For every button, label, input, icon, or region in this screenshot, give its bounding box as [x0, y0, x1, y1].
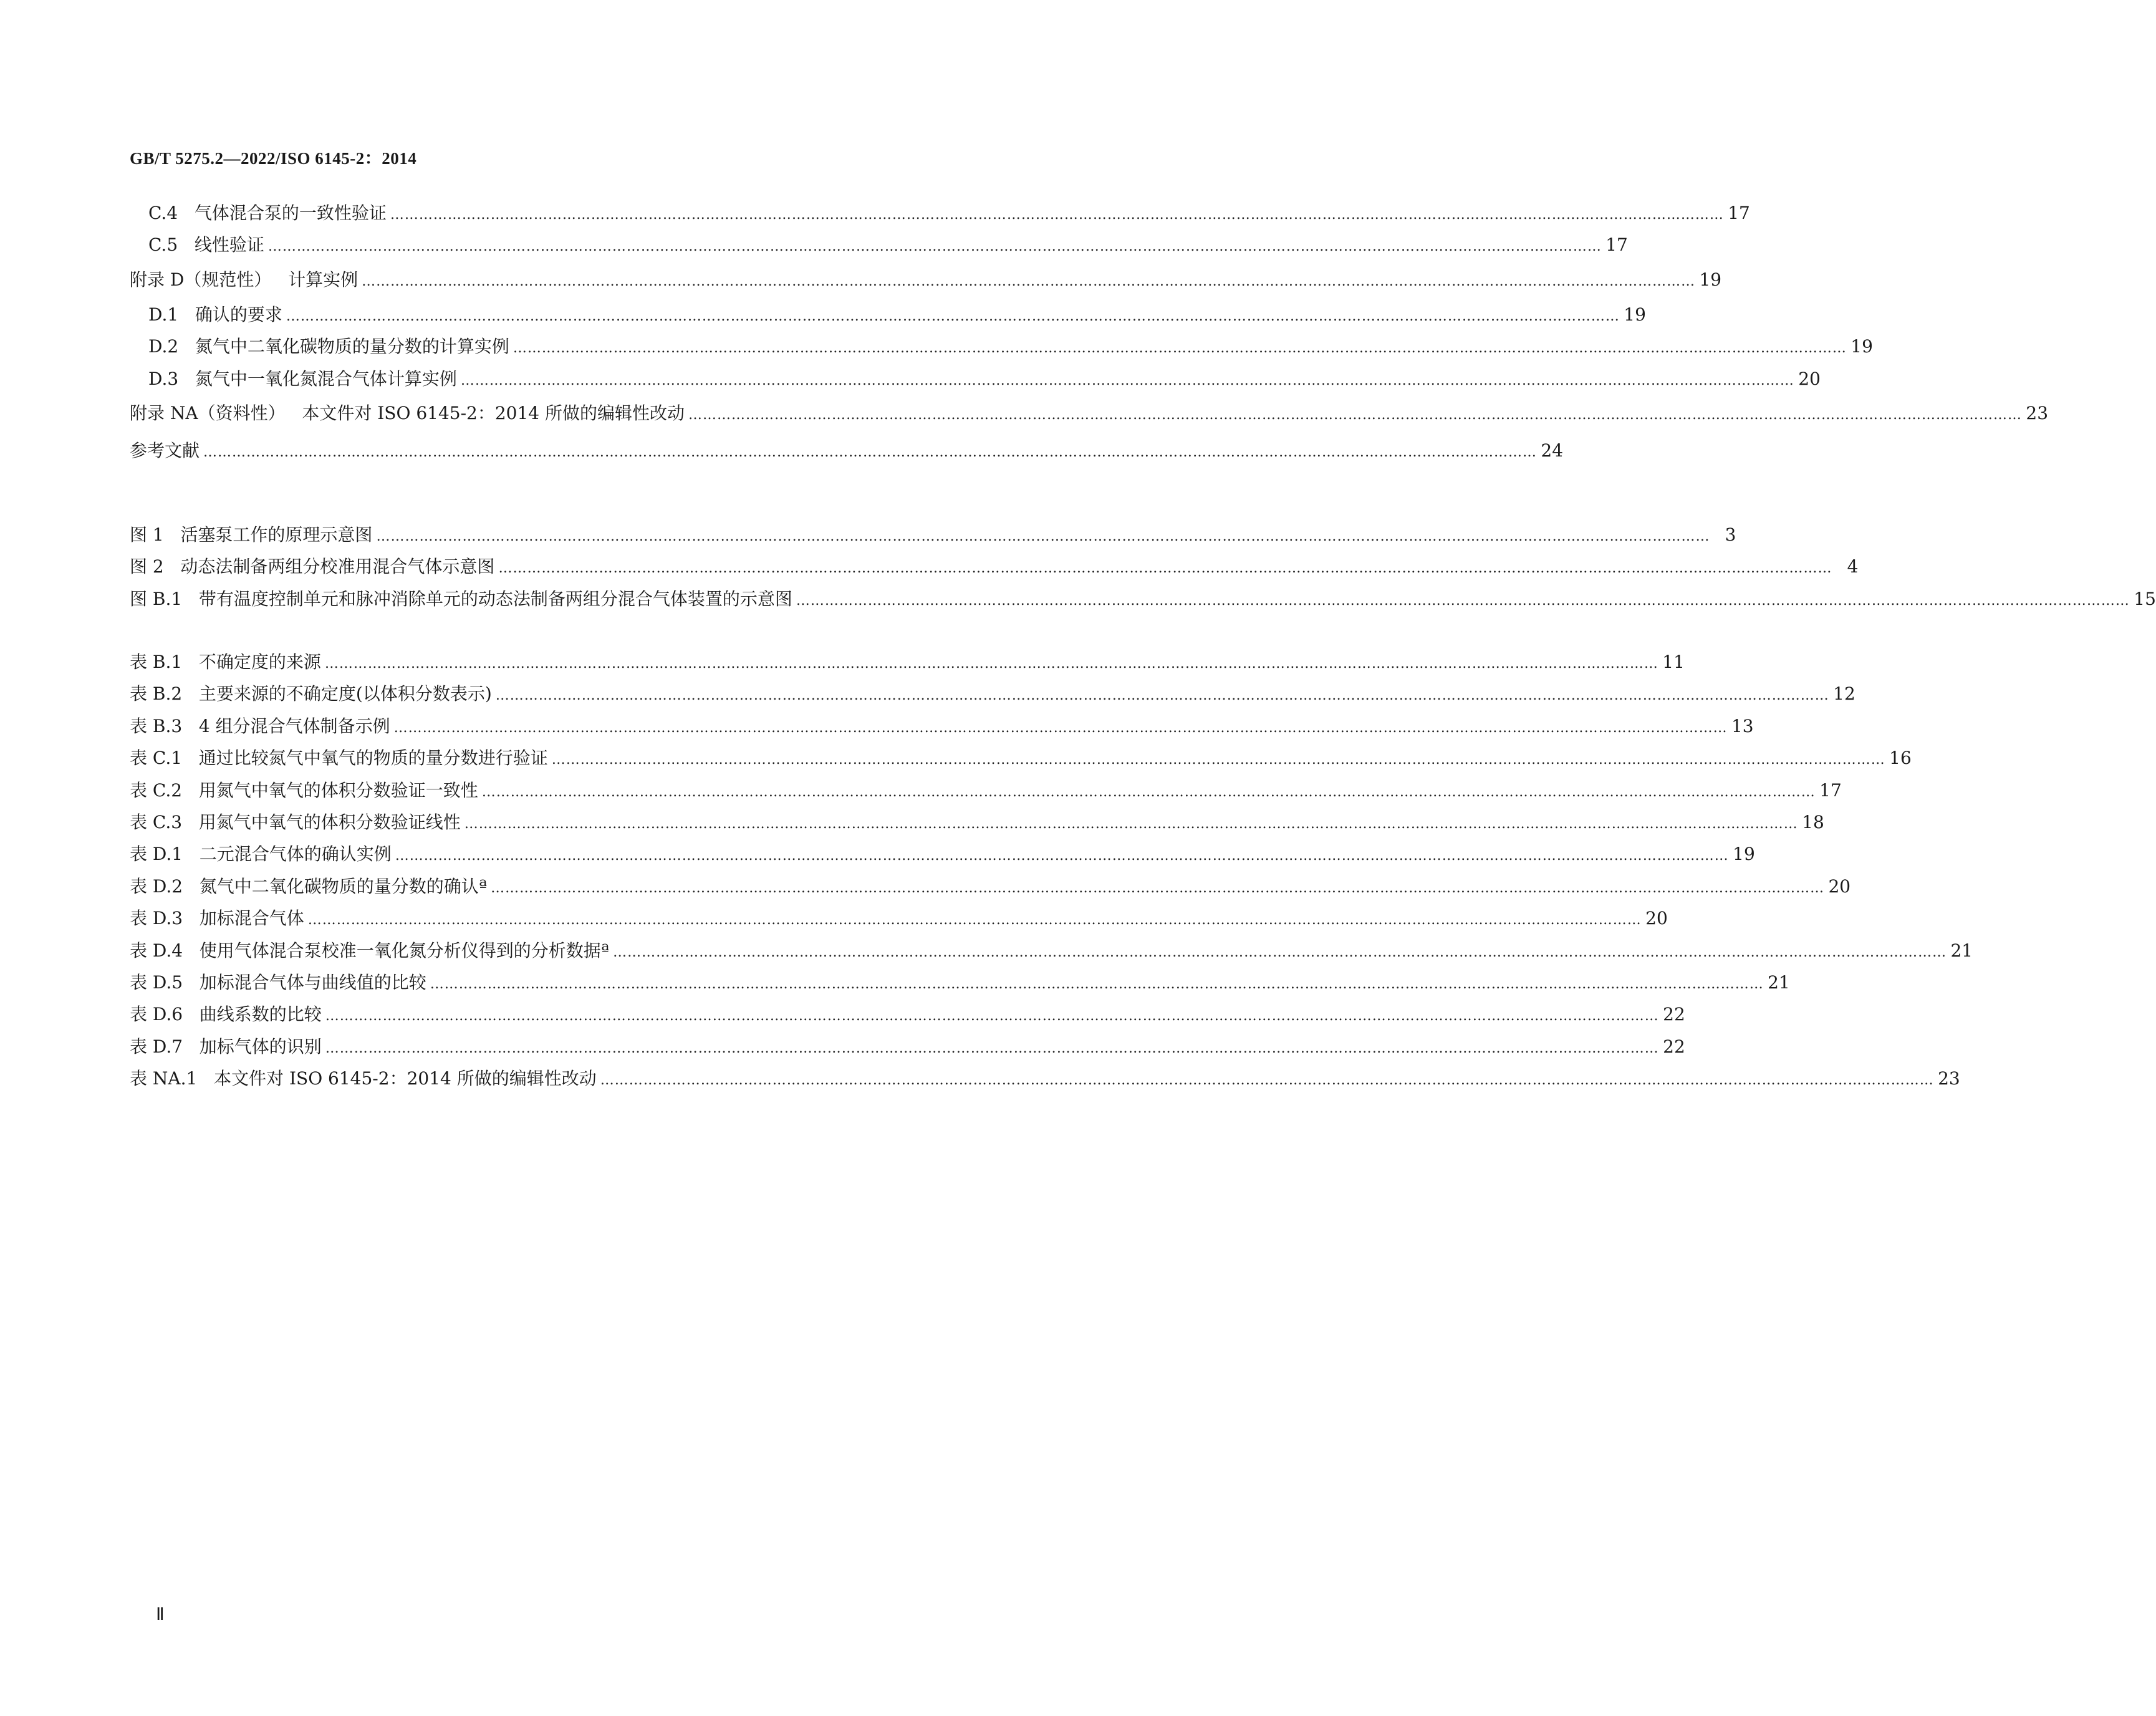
- table-entry-number: 表 D.6: [130, 1004, 183, 1025]
- table-entry[interactable]: [130, 998, 1685, 1030]
- entry-spacer: [183, 935, 200, 966]
- figure-entry-number: 图 1: [130, 524, 164, 545]
- figure-entry-title: 带有温度控制单元和脉冲消除单元的动态法制备两组分混合气体装置的示意图: [198, 588, 792, 609]
- figure-entry[interactable]: [130, 551, 1859, 582]
- dot-leader: ………………………………………………………………………………………………………………………………………………………………………………………………………………………………………………………: [796, 592, 2130, 609]
- entry-spacer: [182, 774, 199, 806]
- figure-entry-title: 活塞泵工作的原理示意图: [180, 524, 373, 545]
- entry-spacer: [271, 261, 288, 299]
- toc-entry-number: 附录 D（规范性）: [130, 269, 272, 290]
- entry-spacer: [182, 583, 199, 615]
- dot-leader: ………………………………………………………………………………………………………………………………………………………………………………………………………………………………………………………: [460, 372, 1794, 388]
- dot-leader: ………………………………………………………………………………………………………………………………………………………………………………………………………………………………………………………: [307, 912, 1642, 928]
- entry-spacer: [182, 710, 199, 742]
- dot-leader: ………………………………………………………………………………………………………………………………………………………………………………………………………………………………………………………: [495, 688, 1829, 704]
- entry-spacer: [178, 363, 195, 395]
- toc-entry-page-number: 19: [1699, 269, 1722, 290]
- table-entry-title: 不确定度的来源: [198, 652, 321, 672]
- entry-spacer: [197, 1063, 214, 1094]
- table-entry-title: 加标气体的识别: [199, 1036, 322, 1057]
- table-entry-title: 加标混合气体与曲线值的比较: [199, 971, 426, 993]
- table-entry-page-number: 18: [1802, 811, 1824, 832]
- entry-spacer: [183, 1031, 200, 1063]
- toc-entry-title: 确认的要求: [195, 304, 282, 325]
- entry-spacer: [178, 330, 195, 362]
- toc-entry[interactable]: [130, 299, 1646, 330]
- entry-spacer: [182, 742, 199, 774]
- figure-entry-number: 图 B.1: [130, 588, 183, 609]
- table-entry-page-number: 11: [1662, 652, 1685, 672]
- toc-entry[interactable]: [130, 229, 1628, 261]
- table-entry-title: 曲线系数的比较: [199, 1004, 322, 1025]
- toc-entry-number: D.1: [148, 304, 179, 325]
- table-entry-number: 表 NA.1: [130, 1068, 198, 1089]
- entry-spacer: [183, 870, 200, 902]
- table-entry-number: 表 C.3: [130, 811, 183, 832]
- toc-entry-number: 附录 NA（资料性）: [130, 402, 286, 423]
- table-entry-page-number: 20: [1645, 908, 1668, 929]
- table-entry[interactable]: [130, 646, 1685, 678]
- table-entry-title: 通过比较氮气中氧气的物质的量分数进行验证: [198, 748, 548, 769]
- entry-spacer: [178, 197, 195, 229]
- table-entry-number: 表 C.1: [130, 748, 183, 769]
- entry-spacer: [178, 299, 195, 330]
- toc-entry-page-number: 17: [1605, 234, 1628, 256]
- table-entry-number: 表 D.3: [130, 908, 183, 929]
- entry-spacer: [182, 806, 199, 838]
- dot-leader: ………………………………………………………………………………………………………………………………………………………………………………………………………………………………………………………: [613, 944, 1947, 960]
- table-entry-page-number: 21: [1768, 971, 1790, 993]
- table-entry[interactable]: [130, 902, 1668, 934]
- toc-entry[interactable]: [130, 432, 1564, 470]
- table-entry-number: 表 D.1: [130, 844, 183, 865]
- toc-entry[interactable]: [130, 197, 1750, 229]
- dot-leader: ………………………………………………………………………………………………………………………………………………………………………………………………………………………………………………………: [430, 976, 1764, 992]
- toc-section-list: [130, 197, 2049, 470]
- toc-entry[interactable]: [130, 330, 1873, 362]
- table-entry[interactable]: [130, 935, 1973, 966]
- dot-leader: ………………………………………………………………………………………………………………………………………………………………………………………………………………………………………………………: [688, 407, 2023, 423]
- table-entry-number: 表 B.1: [130, 652, 183, 672]
- table-entry-page-number: 22: [1663, 1036, 1685, 1057]
- table-entry-number: 表 D.7: [130, 1036, 183, 1057]
- table-entry-page-number: 19: [1733, 844, 1755, 865]
- entry-spacer: [183, 902, 200, 934]
- entry-spacer: [178, 229, 195, 261]
- dot-leader: ………………………………………………………………………………………………………………………………………………………………………………………………………………………………………………………: [267, 239, 1602, 255]
- figure-entry[interactable]: [130, 519, 1736, 551]
- table-entry[interactable]: [130, 870, 1851, 902]
- table-entry[interactable]: [130, 710, 1754, 742]
- figure-entry-title: 动态法制备两组分校准用混合气体示意图: [180, 556, 495, 577]
- toc-entry-title: 氮气中二氧化碳物质的量分数的计算实例: [195, 336, 509, 357]
- table-entry[interactable]: [130, 1031, 1685, 1063]
- table-entry-page-number: 16: [1889, 748, 1912, 769]
- toc-entry-title: 计算实例: [288, 269, 359, 290]
- figure-list: [130, 519, 2156, 615]
- table-entry-page-number: 21: [1950, 940, 1973, 961]
- dot-leader: ………………………………………………………………………………………………………………………………………………………………………………………………………………………………………………………: [491, 880, 1825, 896]
- entry-spacer: [183, 966, 200, 998]
- toc-entry-page-number: 19: [1850, 336, 1873, 357]
- toc-entry-page-number: 23: [2026, 402, 2049, 423]
- table-entry[interactable]: [130, 1063, 1960, 1094]
- dot-leader: ………………………………………………………………………………………………………………………………………………………………………………………………………………………………………………………: [362, 273, 1696, 289]
- dot-leader: ………………………………………………………………………………………………………………………………………………………………………………………………………………………………………………………: [395, 848, 1729, 864]
- table-entry-page-number: 17: [1819, 779, 1842, 801]
- toc-entry-number: 参考文献: [130, 440, 200, 461]
- toc-entry-number: C.4: [148, 203, 178, 223]
- table-entry[interactable]: [130, 838, 1755, 870]
- dot-leader: ………………………………………………………………………………………………………………………………………………………………………………………………………………………………………………………: [464, 816, 1798, 832]
- table-entry[interactable]: [130, 678, 1855, 710]
- figure-entry-page-number: 4: [1847, 556, 1859, 577]
- toc-entry-title: 线性验证: [194, 234, 264, 256]
- toc-entry-page-number: 19: [1624, 304, 1646, 325]
- figure-entry-page-number: 3: [1725, 524, 1736, 545]
- dot-leader: ………………………………………………………………………………………………………………………………………………………………………………………………………………………………………………………: [286, 308, 1620, 324]
- document-standard-number: GB/T 5275.2—2022/ISO 6145-2：2014: [130, 149, 417, 168]
- toc-entry-page-number: 17: [1728, 203, 1750, 223]
- figure-entry[interactable]: [130, 583, 2156, 615]
- dot-leader: ………………………………………………………………………………………………………………………………………………………………………………………………………………………………………………………: [481, 784, 1816, 800]
- toc-entry-title: 本文件对 ISO 6145-2：2014 所做的编辑性改动: [302, 402, 685, 423]
- dot-leader: ………………………………………………………………………………………………………………………………………………………………………………………………………………………………………………………: [513, 340, 1847, 357]
- table-entry-title: 本文件对 ISO 6145-2：2014 所做的编辑性改动: [214, 1068, 597, 1089]
- table-entry[interactable]: [130, 966, 1790, 998]
- table-entry-title: 氮气中二氧化碳物质的量分数的确认ª: [199, 875, 488, 897]
- toc-entry-title: 气体混合泵的一致性验证: [194, 203, 387, 223]
- toc-entry-number: D.3: [148, 368, 179, 389]
- table-entry-number: 表 D.4: [130, 940, 183, 961]
- table-entry[interactable]: [130, 774, 1842, 806]
- table-list: [130, 646, 1973, 1094]
- toc-entry-number: D.2: [148, 336, 179, 357]
- table-entry-title: 二元混合气体的确认实例: [199, 844, 392, 865]
- dot-leader: ………………………………………………………………………………………………………………………………………………………………………………………………………………………………………………………: [325, 1008, 1659, 1024]
- dot-leader: ………………………………………………………………………………………………………………………………………………………………………………………………………………………………………………………: [600, 1072, 1934, 1089]
- dot-leader: ………………………………………………………………………………………………………………………………………………………………………………………………………………………………………………………: [551, 752, 1885, 768]
- entry-spacer: [183, 838, 200, 870]
- dot-leader: ………………………………………………………………………………………………………………………………………………………………………………………………………………………………………………………: [324, 656, 1658, 672]
- table-entry-title: 4 组分混合气体制备示例: [198, 715, 390, 736]
- page-number: Ⅱ: [156, 1605, 165, 1624]
- toc-entry-number: C.5: [148, 234, 178, 256]
- toc-entry[interactable]: [130, 395, 2049, 432]
- toc-entry-page-number: 24: [1541, 440, 1564, 461]
- table-entry-page-number: 23: [1938, 1068, 1960, 1089]
- table-entry-title: 主要来源的不确定度(以体积分数表示): [198, 683, 492, 705]
- table-entry-number: 表 B.2: [130, 683, 183, 705]
- dot-leader: ………………………………………………………………………………………………………………………………………………………………………………………………………………………………………………………: [390, 207, 1724, 223]
- table-entry-page-number: 22: [1663, 1004, 1685, 1025]
- entry-spacer: [183, 998, 200, 1030]
- entry-spacer: [164, 551, 181, 582]
- table-entry-title: 用氮气中氧气的体积分数验证一致性: [198, 779, 478, 801]
- table-entry-page-number: 20: [1828, 875, 1851, 897]
- table-entry-number: 表 D.2: [130, 875, 183, 897]
- toc-entry-title: 氮气中一氧化氮混合气体计算实例: [195, 368, 457, 389]
- dot-leader: ………………………………………………………………………………………………………………………………………………………………………………………………………………………………………………………: [325, 1040, 1659, 1056]
- table-entry-title: 加标混合气体: [199, 908, 304, 929]
- entry-spacer: [182, 646, 199, 678]
- table-entry-number: 表 D.5: [130, 971, 183, 993]
- table-entry-number: 表 C.2: [130, 779, 183, 801]
- dot-leader: ………………………………………………………………………………………………………………………………………………………………………………………………………………………………………………………: [203, 444, 1538, 460]
- entry-spacer: [182, 678, 199, 710]
- table-entry-page-number: 13: [1731, 715, 1754, 736]
- figure-entry-number: 图 2: [130, 556, 164, 577]
- dot-leader: ………………………………………………………………………………………………………………………………………………………………………………………………………………………………………………………: [498, 561, 1832, 577]
- toc-entry[interactable]: [130, 363, 1821, 395]
- dot-leader: ………………………………………………………………………………………………………………………………………………………………………………………………………………………………………………………: [376, 529, 1710, 544]
- toc-entry-page-number: 20: [1798, 368, 1821, 389]
- table-entry[interactable]: [130, 742, 1912, 774]
- table-entry-page-number: 12: [1833, 683, 1855, 705]
- entry-spacer: [286, 395, 302, 432]
- table-entry-title: 使用气体混合泵校准一氧化氮分析仪得到的分析数据ª: [199, 940, 610, 961]
- table-entry-title: 用氮气中氧气的体积分数验证线性: [198, 811, 461, 832]
- table-entry[interactable]: [130, 806, 1824, 838]
- table-entry-number: 表 B.3: [130, 715, 183, 736]
- figure-entry-page-number: 15: [2134, 588, 2156, 609]
- dot-leader: ………………………………………………………………………………………………………………………………………………………………………………………………………………………………………………………: [393, 720, 1728, 736]
- toc-entry[interactable]: [130, 261, 1722, 299]
- entry-spacer: [164, 519, 181, 551]
